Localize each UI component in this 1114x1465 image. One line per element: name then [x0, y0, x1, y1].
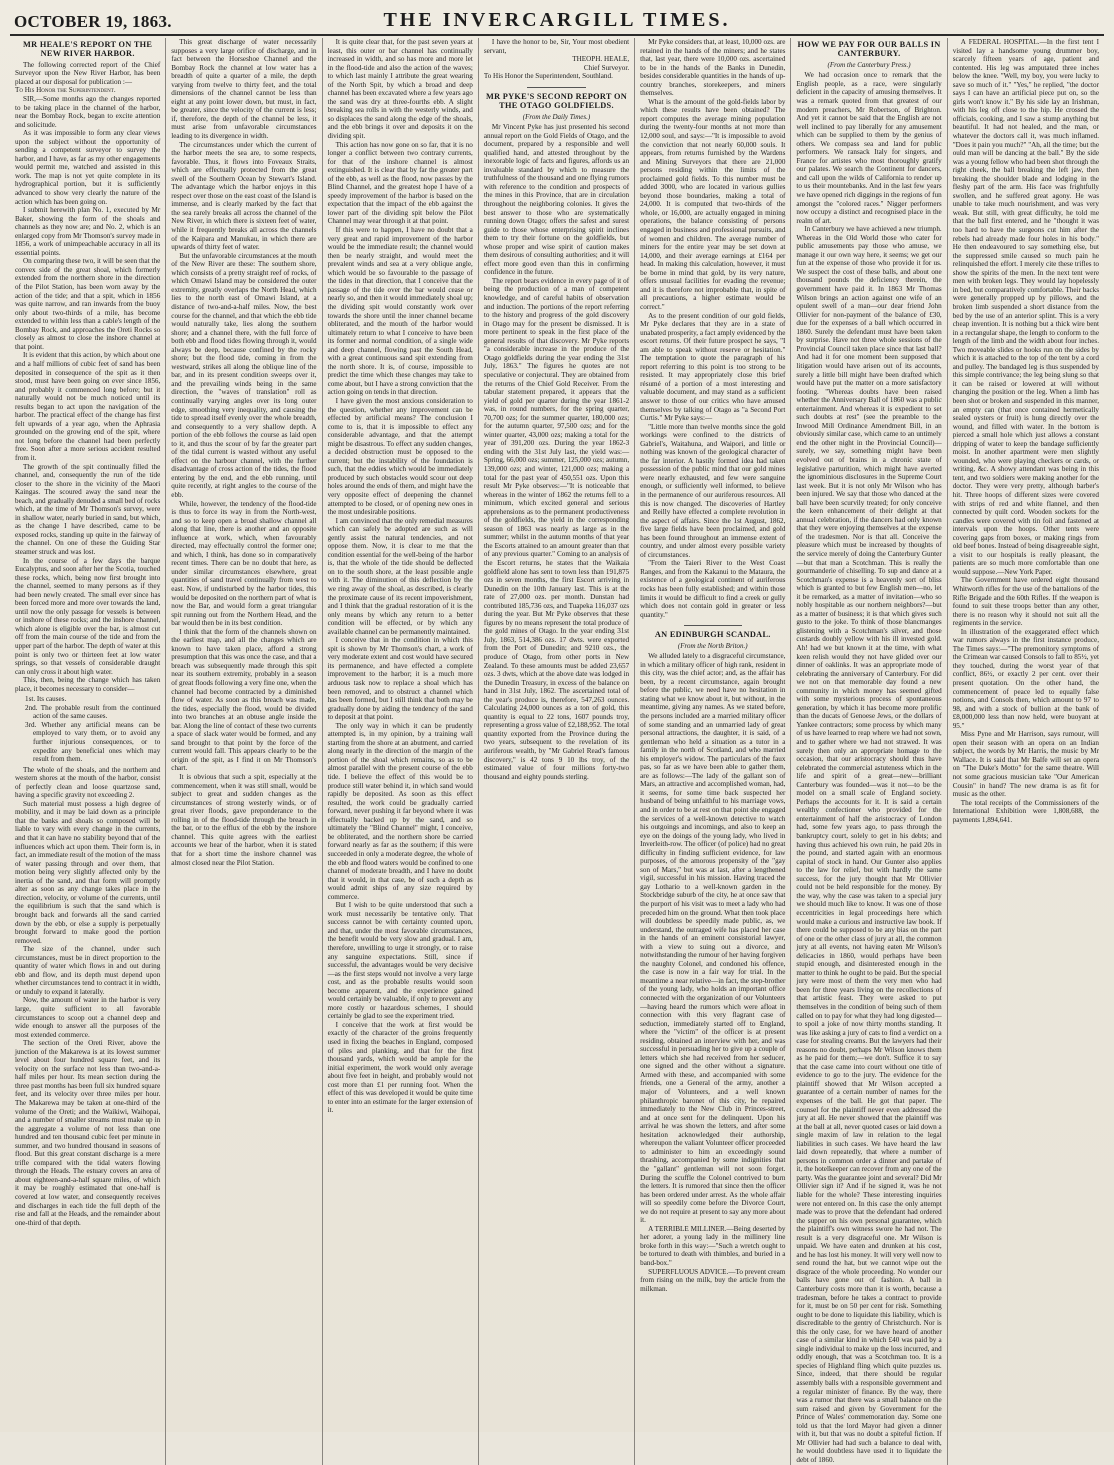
paragraph: As to the present condition of our gold fields, Mr Pyke declares that they are in a state of unabated prosperity, a fact amply evidenced by the escort returns. Of their future prospect he says, "I am able to speak without reserve or hesitation." The temptation to quote the paragraph of his report referring to this point is too strong to be resisted. It may appropriately close this brief résumé of a portion of a most interesting and valuable document, and may stand as a sufficient answer to those of our critics who have amused themselves by talking of Otago as "a Second Port Curtis." Mr Pyke says:—: [640, 311, 786, 423]
paragraph: In illustration of the exaggerated effect which war rumors always in the first instance produce, The Times says:—"The premonitory symptoms of the Crimean war caused Consols to fall to 85½, yet they touched, during the worst year of that conflict, 86½, or exactly 2 per cent. over their present quotation. On the other hand, the commencement of peace led to equally false notions, and Consols then, which amount to 97 to 98, and with a stock of bullion at the bank of £8,000,000 less than now held, were buoyant at 95.": [952, 627, 1099, 730]
issue-date: OCTOBER 19, 1863.: [14, 12, 172, 31]
paragraph: The following corrected report of the Chief Surveyor upon the New River Harbor, has been placed at our disposal for publication :—: [15, 60, 161, 86]
paragraph: "Little more than twelve months since the gold workings were confined to the districts of Gabriel's, Waitahuna, and Waipori, and little or nothing was known of the geological character of the far interior. A hastily formed idea had taken possession of the public mind that our gold mines were nearly exhausted, and few were sanguine enough, or sufficiently well informed, to believe in the permanence of our auriferous resources. All this is now changed. The discoveries of Hartley and Reilly have effected a complete revolution in the aspect of affairs. Since the 1st August, 1862, five large fields have been proclaimed, and gold has been found throughout an immense extent of country, and under almost every possible variety of circumstances.: [640, 422, 786, 559]
paragraph: I conceive that the work at first would be exactly of the character of the groins frequently used in fixing the beaches in England, composed of piles and planking, and that for the first thousand yards, which would be ample for the initial experiment, the work would only average about five feet in height, and probably would not cost more than £1 per running foot. When the effect of this was developed it would be quite time to enter into an estimate for the larger extension of it.: [327, 1020, 473, 1115]
paragraph: The Government have ordered eight thousand Whitworth rifles for the use of the battalions of the Rifle Brigade and the 60th Rifles. If the weapon is found to suit these troops better than any other, there is no reason why it should not suit all the regiments in the service.: [952, 576, 1099, 628]
paragraph: While, however, the tendency of the flood-tide is thus to force its way in from the North-west, and so to keep open a broad shallow channel all along that line, there is another and an opposite influence at work, which, when favourably directed, may effectually control the former one; and which, I think, has done so in comparatively recent times. There can be no doubt that here, as under similar circumstances elsewhere, great quantities of sand travel continually from west to east. Now, if undisturbed by the harbor tides, this would be deposited on the northern part of what is now the Bar, and would form a great triangular spit running out from the Northern Head, and the bar would then be in its best condition.: [171, 499, 317, 628]
column-5: [635, 38, 791, 1465]
paragraph: Mr Vincent Pyke has just presented his second annual report on the Gold Fields of Otago, and the document, prepared by a responsible and well qualified hand, and attested throughout by the inexorable logic of facts and figures, affords us an invaluable standard by which to measure the truthfulness of the thousand and one flying rumors with reference to the condition and prospects of the mines in this Province, that are in circulation throughout the neighboring colonies. It gives the best answer to those who are systematically running down Otago; offers the safest and surest guide to those whose enterprising spirit inclines them to try their fortune on the goldfields, but whose proper and wise spirit of caution makes them desirous of consulting authorities; and it will effect more good even than this in confirming confidence in the future.: [483, 123, 630, 277]
column-7: [948, 38, 1104, 1465]
recipient-line: To His Honor the Superintendent, Southland.: [483, 72, 613, 81]
paragraph: I have given the most anxious consideration to the question, whether any improvement can be effected by artificial means? The conclusion I come to is, that it is impossible to effect any considerable advantage, and that the attempt might be disastrous. To effect any sudden changes, a decided obstruction must be opposed to the current; but the instability of the foundation is such, that the eddies which would be immediately produced by such obstacles would scour out deep holes around the ends of them, and might have the very opposite effect of deepening the channel attempted to be closed, or of opening new ones in the most undesirable positions.: [327, 396, 473, 517]
paragraph: The growth of the spit continually filled the channel, and, consequently the run of the tide closer to the shore in the vicinity of the Maori Kaingas. The scoured away the sand near the beach, and gradually denuded a small bed of rocks which, at the time of Mr Thomson's survey, were in shallow water, nearly buried in sand, but which, as the change I have described, came to be exposed rocks, standing up quite in the fairway of the channel. On one of these the Guiding Star steamer struck and was lost.: [15, 462, 161, 556]
paragraph: It is obvious that such a spit, especially at the commencement, when it was still small, would be subject to great and sudden changes as the circumstances of strong westerly winds, or of great river floods, gave preponderance to the rolling in of the flood-tide through the breach in the bar, or to the efflux of the ebb by the inshore channel. This quite agrees with the earliest accounts we hear of the harbor, when it is stated that for a short time the inshore channel was almost closed near the Pilot Station.: [171, 773, 317, 867]
paragraph: This great discharge of water necessarily supposes a very large orifice of discharge, and in fact between the Horseshoe Channel and the Bombay Rock the channel at low water has a breadth of quite a quarter of a mile, the depth varying from twelve to thirty feet, and the total dimensions of the channel cannot be less than eight at any point lower down, but must, in fact, be greater, since the velocity of the current is less; if, therefore, the depth of the channel be less, it must arise from unfavorable circumstances leading to its divergence in width.: [171, 38, 317, 141]
article-source: (From the Daily Times.): [522, 112, 591, 121]
column-1: [10, 38, 166, 1465]
divider: [527, 87, 585, 88]
signature-title: Chief Surveyor.: [583, 63, 630, 72]
paragraph: Miss Pyne and Mr Harrison, says rumour, will open their season with an opera on an Indian subject, the words by Mr Harris, the music by Mr Wallace. It is said that Mr Balfe will set an opera on "The Duke's Motto" for the same theatre. Will not some gracious musician take "Our American Cousin" in hand? The new drama is as fit for music as the other.: [952, 730, 1099, 799]
list-item: 1st. Its causes.: [25, 695, 67, 704]
list-item: 3rd. Whether any artificial means can be employed to vary them, or to avoid any further injurious consequences, or to expedite any beneficial ones which may result from them.: [25, 720, 161, 764]
paragraph: A TERRIBLE MILLINER.—Being deserted by her adorer, a young lady in the millinery line broke forth in this way:—"Such a wretch ought to be tortured to death with thimbles, and buried in a band-box.": [640, 1224, 786, 1267]
paragraph: This, then, being the change which has taken place, it becomes necessary to consider—: [15, 676, 161, 693]
article-heading-scandal: AN EDINBURGH SCANDAL.: [654, 630, 771, 640]
column-3: [323, 38, 479, 1465]
article-heading-river-report: MR HEALE'S REPORT ON THE NEW RIVER HARBOR.: [23, 40, 153, 59]
paragraph: The only way in which it can be prudently attempted is, in my opinion, by a training wall starting from the shore at an abutment, and carried along nearly in the direction of the margin of the portion of the shoal which remains, so as to be almost parallel with the present course of the ebb tide. I believe the effect of this would be to produce still water behind it, in which sand would rapidly be deposited. As soon as this effect resulted, the work could be gradually carried forward, never pushing it far beyond where it was effectually backed up by the sand, and so ultimately the "Blind Channel" might, I conceive, be obliterated, and the northern shore be carried forward nearly as far as the southern; if this were succeeded in only a moderate degree, the whole of the ebb and flood waters would be confined to one channel of moderate breadth, and I have no doubt that it would, in that case, be of such a depth as would admit ships of any size required by commerce.: [327, 721, 473, 901]
paragraph: It is evident that this action, by which about one and a half millions of cubic feet of sand has been deposited in consequence of the spit as it then stood, must have been going on ever since 1856, and probably it commenced long before; but it naturally would not be much noticed until its results began to act upon the navigation of the harbor. The practical effect of the change has first felt upwards of a year ago, when the Aphrasia grounded on the growing end of the spit, where not long before the channel had been perfectly free. Soon after a more serious accident resulted from it.: [15, 351, 161, 462]
paragraph: In Canterbury we have achieved a new triumph. Whereas in the Old World those who cater for public amusements pay those who amuse, we manage it our own way here, it seems; we get our fun at the expense of those who provide it for us. We suspect the cost of these balls, and about one thousand pounds the deficiency therein, the government have paid it. In 1863 Mr Thomas Wilson brings an action against one wife of an opulent swell of a man—our dear friend John Ollivier for non-payment of the balance of £30, due for the expenses of a ball which occurred in 1860. Surely the defendant must have been taken by surprise. Have not three whole sessions of the Provincial Council taken place since that last ball? And had it for one moment been supposed that litigation would have arisen out of its accounts, surely a little bill might have been drafted which would have put the matter on a more satisfactory footing. "Whereas doubts have been raised whether the Anniversary Ball of 1860 was a public entertainment. And whereas it is expedient to set such doubts at rest" (see the preamble to the Inwood Mill Ordinance Amendment Bill, in an obviously similar case, which came to an untimely end the other night in the Provincial Council)—surely, we say, something might have been evolved out of brains in a chronic state of legislative parturition, which might have averted the ignominious disclosures in the Supreme Court last week. But it is not only Mr Wilson who has been injured. We say that those who danced at the ball have been scurvily treated; for only conceive the keen enhancement of their delight at that annual celebration, if the dancers had only known that they were enjoying themselves at the expense of the tradesmen. Nor is that all. Conceive the pleasure which must be increased by thoughts of the service merely of doing the Canterbury Gunter—but that man a Scotchman. This is really the gourmanderie of chiselling. To sup and dance at a Scotchman's expense is a heavenly sort of bliss which is granted to but few English men—no, let it be remarked, as a matter of invitation—who so nobly hospitable as our northern neighbors?—but as a matter of business; it is that which gives such gusto to the joke. To think of those blancmanges glistening with a Scotchman's silver, and those custards doubly yellow with his ill invested gold. Ah! had we but known it at the time, with what keen relish would they not have glided over our dinner of oaklinks. It was an appropriate mode of celebrating the anniversary of Canterbury. For did we not on that memorable day found a new community in which money has seemed gifted with some mysterious process of spontaneous generation, by which it has become more prolific than the ducats of Genoese Jews, or the dollars of Yankee contractors; some process by which many of us have learned to reap where we had not sown, and to gather where we had not strawed. It was surely then only an appropriate homage to the occasion, that our aristocracy should thus have celebrated the commercial astuteness which in the life and spirit of a great—new—brilliant Canterbury was founded—was it not—to be the model on a small scale of England society. Perhaps the accounts for it. It is said a certain wealthy confectioner who provided for the entertainment of half the aristocracy of London had, some few years ago, to pass through the bankruptcy court, solely to get in his debts; and having thus achieved his own ruin, he paid 20s in the pound, and started again with an enormous capital of stock in hand. Our Gunter also applies to the law for relief, but with hardly the same success, for the jury thought that Mr Ollivier could not be held responsible for the money. By the way, why the case was taken to a special jury we should much like to know. It was one of those eccentricities in legal proceedings here which would make a curious and instructive law book. If there could be supposed to be any bias on the part of one or the other class of jury at all, the common jury at all events, not having eaten Mr Wilson's delicacies in 1860, would perhaps have been stupid enough, and disinterested enough in the matter to think he ought to be paid. But the special jury were most of them the very men who had been for three years living on the recollections of that artistic feast. They were asked to put themselves in the condition of being such of them called on to pay for what they had long digested—to spoil a joke of now thirty months standing. It was like asking a jury of cats to find a verdict on a case for stealing creams. But the lawyers had their reasons no doubt, perhaps Mr Wilson knows them as he paid for them;—we don't. Suffice it to say that the case came into court without one title of evidence to go to the jury. The evidence for the plaintiff showed that Mr Wilson accepted a guarantee of a certain number of names for the expenses of the ball. He got that paper. The counsel for the plaintiff never even addressed the jury at all. He never showed that the plaintiff was at the ball at all, never quoted cases or laid down a single maxim of law in relation to the legal liabilities in such cases. We have heard the law laid down repeatedly, that where a number of persons in common order a dinner and partake of it, the hotelkeeper can recover from any one of the party. Was the guarantee joint and several? Did Mr Ollivier sign it? And if he signed it, was he not liable for the whole? These interesting inquiries were not entered on. In this case the only attempt made was to prove that the defendant had ordered the supper on his own personal guarantee, which the plaintiff's own witness swore he had not. The result is a very disgraceful one. Mr Wilson is unpaid. We have eaten and drunken at his cost, and he has lost his money. It will very well now to send round the hat, but we cannot wipe out the disgrace of the whole proceeding. No wonder our balls have gone out of fashion. A ball in Canterbury costs more than it is worth, because a tradesman, before he takes a contract to provide for it, must be on 50 per cent for risk. Something ought to be done to liquidate this liability, which is discreditable to the gentry of Christchurch. Nor is this the only case, for we have heard of another case of a similar kind in which £40 was paid by a single individual to make up the loss incurred, and oddly enough, that was a Scotchman too. It is a species of Highland fling which quite puzzles us. Since, indeed, that there should be regular assembly balls with a responsible government and a regular minister of finance. By the way, there was a rumor that there was a small balance on the sum raised and given by Government for the Prince of Wales' commemoration day. Some one told us that the lord Mayor had given a dinner with it, but that was no doubt a spiteful fiction. If Mr Ollivier had had such a balance to deal with, he would doubtless have used it to liquidate the debt of 1860.: [796, 225, 942, 1464]
paragraph: What is the amount of the gold-fields labor by which these results have been obtained? The report computes the average mining population during the twenty-four months at not more than 12,000 soul, and says:—"It is impossible to avoid the conviction that not nearly 60,000 souls. It appears, from returns furnished by the Wardens and Mining Surveyors that there are 21,000 persons residing within the limits of the proclaimed gold fields. To this number must be added 3000, who are located in various gullies beyond those boundaries, making a total of 24,000. It is computed that two-thirds of the whole, or 16,000, are actually engaged in mining operations, the balance consisting of persons engaged in business and professional pursuits, and of women and children. The average number of miners for the entire year may be set down at 14,000, and their average earnings at £164 per head. In making this calculation, however, it must be borne in mind that gold, by its very nature, offers unusual facilities for evading the revenue; and it is therefore not improbable that, in spite of all precautions, a higher estimate would be correct.": [640, 97, 786, 311]
paragraph: We had occasion once to remark that the English people, as a race, were singularly deficient in the capacity of amusing themselves. It was a remark quoted from that greatest of our modern preachers, Mr Robertson, of Brighton. And yet it cannot be said that the English are not well inclined to pay liberally for any amusement which can be supplied to them by the genius of others. We compass sea and land for public performers. We ransack Italy for singers, and France for artistes who most thoroughly gratify our palates. We search the Continent for dancers, and call upon the wilds of California to render up to us their mountebanks. And in the last few years we have opened rich diggings in the regions of fun amongst the "colored races." Nigger performers now occupy a distinct and recognised place in the realm of art.: [796, 71, 942, 225]
paragraph: "From the Taieri River to the West Coast Ranges, and from the Kakanui to the Mataura, the existence of a geological continent of auriferous rocks has been fully established; and within those limits it would be difficult to find a creek or gully which does not contain gold in greater or less quantity.": [640, 559, 786, 619]
paragraph: I think that the form of the channels shown on the earliest map, and all the changes which are known to have taken place, afford a strong presumption that this was once the case, and that a breach was subsequently made through this spit near its southern extremity, probably in a season of great floods following a very fine one, when the channel had become contracted by a diminished flow of water. As soon as this breach was made, the tides, especially the flood, would be divided into two branches at an obtuse angle inside the bar. Along the line of contact of these two currents a space of slack water would be formed, and any sand brought to that point by the force of the current would fall. This appears clearly to be the origin of the spit, as I find it on Mr Thomson's chart.: [171, 627, 317, 773]
address-line: To His Honor the Superintendent.: [15, 86, 116, 95]
paragraph: I have the honor to be, Sir, Your most obedient servant,: [483, 38, 630, 55]
article-columns: [10, 38, 1104, 1464]
paragraph: SIR,—Some months ago the changes reported to be taking place in the channel of the harbor, near the Bombay Rock, began to excite attention and solicitude.: [15, 95, 161, 129]
paragraph: I submit herewith plan No. 1, executed by Mr Baker, showing the form of the shoals and channels as they now are; and No. 2, which is an enlarged copy from Mr Thomson's survey made in 1856, a work of unimpeachable accuracy in all its essential points.: [15, 206, 161, 257]
article-heading-pyke: MR PYKE'S SECOND REPORT ON THE OTAGO GOLDFIELDS.: [485, 91, 628, 111]
paragraph: The report bears evidence in every page of it of being the production of a man of competent knowledge, and of careful habits of observation and induction. The portions of the report referring to the history and progress of the gold discovery in Otago may for the present be dismissed. It is more pertinent to speak in the first place of the general results of that discovery. Mr Pyke reports "a considerable increase in the produce of the Otago goldfields during the year ending the 31st July, 1863." The figures he quotes are not speculative or conjectural. They are obtained from the returns of the Chief Gold Receiver. From the tabular statement prepared, it appears that the yield of gold per quarter during the year 1861-2 was, in round numbers, for the spring quarter, 70,700 ozs; for the summer quarter, 180,000 ozs; for the autumn quarter, 97,500 ozs; and for the winter quarter, 43,000 ozs; making a total for the year of 391,200 ozs. During the year 1862-3 ending with the 31st July last, the yield was:—Spring, 66,000 ozs; summer, 125,000 ozs; autumn, 139,000 ozs; and winter, 121,000 ozs; making a total for the past year of 450,551 ozs. Upon this result Mr Pyke observes:—"It is noticeable that whereas in the winter of 1862 the returns fell to a minimum, which excited general and serious apprehensions as to the permanent productiveness of the goldfields, the yield in the corresponding season of 1863 was nearly as large as in the summer; whilst in the autumn months of that year the Escorts attained to an amount greater than that of any previous quarter." Coming to an analysis of the Escort returns, he states that the Waikaia goldfield alone has sent to town less than 191,875 ozs in seven months, the first Escort arriving in Dunedin on the 10th January last. This is at the rate of 27,000 ozs. per month. Dunstan had contributed 185,736 ozs, and Tuapeka 116,037 ozs during the year. But Mr Pyke observes that these figures by no means represent the total produce of the gold mines of Otago. In the year ending 31st July, 1863, 514,386 ozs. 17 dwts. were exported from the Port of Dunedin; and 9210 ozs., the produce of Otago, from other ports in New Zealand. To these amounts must be added 23,657 ozs. 3 dwts, which at the above date was lodged in the Dunedin Treasury, in excess of the balance on hand in 31st July, 1862. The ascertained total of the year's produce is, therefore, 547,263 ounces. Calculating 24,000 ounces as a ton of gold, this quantity is equal to 22 tons, 1607 pounds troy, representing a gross value of £2,188,952. The total quantity exported from the Province during the two years, subsequent to the revelation of its auriferous wealth, by "Mr Gabriel Read's famous discovery," is 42 tons 9 10 lbs troy, of the estimated value of four millions forty-two thousand and eighty pounds sterling.: [483, 276, 630, 781]
signature: THEOPH. HEALE,: [572, 55, 630, 64]
paragraph: Now, the amount of water in the harbor is very large, quite sufficient to all favorable circumstances to scoop out a channel deep and wide enough to answer all the purposes of the most extended commerce.: [15, 996, 161, 1039]
paragraph: If this were to happen, I have no doubt that a very great and rapid improvement of the harbor would be the immediate result; the channel would then be nearly straight, and would meet the prevalent winds and sea at a very oblique angle, which would be so favourable to the passage of the tides in that direction, that I conceive that the passage of the tide over the bar would cease or nearly so, and then it would immediately shoal up; the dividing spit would constantly work over towards the shore until the inner channel became obliterated, and the mouth of the harbor would ultimately return to what I conceive to have been its former and normal condition, of a single wide and deep channel, flowing past the South Head, with a great continuous sand spit extending from the north shore. It is, of course, impossible to predict the time which these changes may take to come about, but I have a strong conviction that the action going on tends in that direction.: [327, 226, 473, 397]
paragraph: In the course of a few days the barque Eucalyptus, and soon after her the Scotia, touched these rocks, which, being now first brought into the channel, seemed to many persons as if they had been newly created. The small ever since has been forced more and more over towards the land, until now the only passage for vessels is between or inshore of these rocks; and the inshore channel, which alone is eligible over the bar, is almost cut off from the main course of the tide and from the upper part of the harbor. The depth of water at this point is only two or thirteen feet at low water springs, so that vessels of considerable draught can only cross it about high water.: [15, 556, 161, 676]
paragraph: This action has now gone on so far, that it is no longer a conflict between two contrary currents, for that of the inshore channel is almost extinguished. It is clear that by far the greater part of the ebb, as well as the flood, now passes by the Blind Channel, and the greatest hope I have of a speedy improvement of the harbor is based on the expectation that the impact of the ebb against the lower part of the dividing spit below the Pilot Channel may wear through it at that point.: [327, 140, 473, 226]
paragraph: We alluded lately to a disgraceful circumstance, in which a military officer of high rank, resident in this city, was the chief actor; and, as the affair has been, by a recent circumstance, again brought before the public, we need have no hesitation in stating what we know about it, but without, in the meantime, giving any names. As we stated before, the persons included are a married military officer of some standing and an unmarried lady of great personal attractions, the daughter, it is said, of a gentleman who held a situation as a tutor in a family in the north of Scotland, and who married his employer's widow. The particulars of the faux pas, so far as we have been able to gather them, are as follows:—The lady of the gallant son of Mars, an attractive and accomplished woman, had, it seems, for some time back suspected her husband of being unfaithful to his marriage vows, and in order to be at rest on that point she engaged the services of a well-known detective to watch his outgoings and incomings, and also to keep an eye on the doings of the young lady, who lived in Inverleith-row. The officer (of police) had no great difficulty in finding sufficient evidence, for law purposes, of the amorous propensity of the "gay son of Mars," but was at last, after a lengthened vigil, successful in his mission. Having traced the gay Lothario to a well-known garden in the Stockbridge suburb of the city, he at once saw that the purport of his visit was to meet a lady who had preceded him on the ground. What then took place will doubtless be speedily made public, as, we understand, the outraged wife has placed her case in the hands of an eminent consistorial lawyer, with a view to suing out a divorce, and notwithstanding the rumour of her having forgiven the naughty Colonel, and condoned his offence, the case is now in a fair way for trial. In the meantime a near relative—in fact, the step-brother of the young lady, who holds an important office connected with the organization of our Volunteers—having heard the rumors which were afloat in connection with this very flagrant case of seduction, immediately started off to England, where the "victim" of the officer is at present residing, obtained an interview with her, and was successful in persuading her to give up a couple of letters which she had received from her seducer, one signed and the other without a signature. Armed with these, and accompanied with some friends, one a General of the army, another a major of Volunteers, and a well known philanthropic baronet of this city, he repaired immediately to the New Club in Princes-street, and at once sent for the delinquent. Upon his arrival he was shown the letters, and after some hesitation acknowledged their authorship, whereupon the valiant Volunteer officer proceeded to administer to him an exceedingly sound thrashing, accompanied by some indignities that the "gallant" gentleman will not soon forget. During the scuffle the Colonel contrived to burn the letters. It is rumored that since then the officer has been ordered under arrest. As the whole affair will so speedily come before the Divorce Court, we do not require at present to say any more about it.: [640, 652, 786, 1225]
paragraph: A FEDERAL HOSPITAL.—In the first tent I visited lay a handsome young drummer boy, scarcely fifteen years of age, patient and contented. His leg was amputated three inches below the knee. "Well, my boy, you were lucky to save so much of it." "Yes," he replied, "the doctor says I can have an artificial piece put on, so the girls won't know it." By his side lay an Irishman, with his leg off close to the hip. He crossed the officials, cooking, and I saw a stump anything but beautiful. It had not healed, and the man, or whatever the doctors call it, was much inflamed. "Does it pain you much?" "Ah, all the time; but the ould man will be dancing at the ball." By the side was a young fellow who had been shot through the right cheek, the ball breaking the left jaw, then breaking the shoulder blade and lodging in the fleshy part of the arm. His face was frightfully swollen, and he suffered great agony. He was unable to take much nourishment, and was very weak. But still, with great difficulty, he told me that the ball first entered, and he "thought it was too hard to have the surgeons cut him after the rebels had already made four holes in his body." He then endeavoured to say something else, but the suppressed smile caused so much pain he relinquished the effort. I merely cite these trifles to show the spirits of the men. In the next tent were men with broken legs. They would lay hopelessly in bed, but comparatively comfortable. Their backs were generally propped up by pillows, and the broken limb suspended a short distance from the bed by the use of an anterior splint. This is a very cheap invention. It is nothing but a thick wire bent in a rectangular shape, the length to conform to the length of the limb and the width about four inches. Two moveable slides or hooks run on the sides by which it is attached to the top of the tent by a cord and pulley. The bandaged leg is thus suspended by this simple contrivance; the leg being slung so that it can be raised or lowered at will without changing the position or the leg. When a limb has been shot or broken and suspended in this manner, an empty can (that once contained hermetically sealed oysters or fruit) is hung directly over the wound, and filled with water. In the bottom is pierced a small hole which just allows a constant dripping of water to keep the bandage sufficiently moist. In another apartment were men slightly wounded, who were playing checkers or cards, or writing, &c. A showy attendant was being in this tent, and two soldiers were making another for the doctor. They were very pretty, although barber's hit. Three hoops of different sizes were covered with strips of red and white flannel, and then connected by quilt cord. Wooden sockets for the candles were covered with tin foil and fastened at intervals upon the hoops. Other tents were covering gaps from boxes, or making rings from old beef bones. Instead of being disagreeable sight, a visit to our hospitals is really pleasant, the patients are so much more comfortable than one would suppose.—New York Paper.: [952, 38, 1099, 576]
column-6: [791, 38, 947, 1465]
paragraph: The total receipts of the Commissioners of the International Exhibition were 1,808,688, the payments 1,894,641.: [952, 798, 1099, 824]
paragraph: I conceive that in the condition in which this spit is shown by Mr Thomson's chart, a work of very moderate extent and cost would have secured its permanence, and have effected a complete improvement to the harbor; it is a much more arduous task now to replace a shoal which has been removed, and to obstruct a channel which has been formed, but I still think that both may be gradually done by aiding the tendency of the sand to deposit at that point.: [327, 636, 473, 722]
paragraph: But the unfavorable circumstances at the mouth of the New River are these: The southern shore, which consists of a pretty straight reef of rocks, of which Omawi Island may be considered the outer extremity, greatly overlaps the North Head, which lies to the north east of Omawi Island, at a distance of two-and-a-half miles. Now, the best course for the channel, and that which the ebb tide would naturally take, lies along the southern shore; and a channel there, with the full force of both ebb and flood tides flowing through it, would always be deep, because confined by the rocky shore; but the flood tide, coming in from the westward, strikes all along the oblique line of the bar, and in its present condition sweeps over it, and the prevailing winds being in the same direction, the "waves of translation" roll as continually varying angles over its long outer edge, smoothing very inequality, and causing the tide to spread itself evenly over the whole breadth, and consequently to a very shallow depth. A portion of the ebb follows the course as laid open to it, and thus the scour of by far the greater part of the tidal current is wasted without any useful effect on the harbour channel, with the further disadvantage of cross action of the tides, the flood entering by the end, and the ebb running, until quite recently, at right angles to the course of the ebb.: [171, 251, 317, 499]
paragraph: SUPERFLUOUS ADVICE.—To prevent cream from rising on the milk, buy the article from the milkman.: [640, 1267, 786, 1293]
article-heading-balls: HOW WE PAY FOR OUR BALLS IN CANTERBURY.: [797, 40, 941, 59]
column-2: [166, 38, 322, 1465]
article-source: (From the Canterbury Press.): [827, 60, 911, 69]
paragraph: On comparing these two, it will be seen that the convex side of the great shoal, which formerly extended from the northern shore in the direction of the Pilot Station, has been worn away by the action of the tide; and that a spit, which in 1856 was quite narrow, and ran inwards from the buoy only about two-thirds of a mile, has become extended to within less than a cable's length of the Bombay Rock, and approaches the Oreti Rocks so closely as almost to close the inshore channel at that point.: [15, 257, 161, 351]
paragraph: The section of the Oreti River, above the junction of the Makarewa is at its lowest summer level about four hundred square feet, and its velocity on the surface not less than two-and-a-half miles per hour. Its mean section during the three past months has been full six hundred square feet, and its velocity over three miles per hour. The Makarewa may be taken at one-third of the volume of the Oreti; and the Waikiwi, Waihopai, and a number of smaller streams must make up in the aggregate a volume of not less than one hundred and ten thousand cubic feet per minute in summer, and two hundred thousand in seasons of flood. But this great constant discharge is a mere trifle compared with the tidal waters flowing through the Heads. The estuary covers an area of about eighteen-and-a-half square miles, of which it may be roughly estimated that one-half is covered at low water, and consequently receives and discharges in each tide the full depth of the rise and fall at the Heads, and the remainder about one-third of that depth.: [15, 1039, 161, 1227]
list-item: 2nd. The probable result from the continued action of the same causes.: [25, 703, 161, 721]
masthead: [10, 6, 1104, 36]
column-4: [479, 38, 635, 1465]
paragraph: Such material must possess a high degree of mobility, and it may be laid down as a principle that the banks and shoals so composed will be liable to vary with every change in the currents, and that it can have no stability beyond that of the influences which act upon them. Their form is, in fact, an immediate result of the motion of the mass of water passing through and over them, that motion being very slightly affected only by the inertia of the sand, and that form will promptly alter as soon as any change takes place in the direction, velocity, or volume of the currents, until the equilibrium is such that the sand which is brought back and forwards all the sand carried down by the ebb, or else a supply is perpetually brought forward to make good the portion removed.: [15, 799, 161, 945]
paragraph: Mr Pyke considers that, at least, 10,000 ozs. are retained in the hands of the miners; and he states that, last year, there were 10,000 ozs. ascertained to be in the hands of the Banks in Dunedin, besides considerable quantities in the hands of up-country branches, storekeepers, and miners themselves.: [640, 38, 786, 98]
considerations-list: [25, 695, 160, 763]
paragraph: As it was impossible to form any clear views upon the subject without the opportunity of sending a competent surveyor to survey the harbor, and I have, as far as my other engagements would permit me, watched and assisted in this work. The map is not yet quite complete in its hydrographical portion, but it is sufficiently advanced to show very clearly the nature of the action which has been going on.: [15, 129, 161, 206]
paragraph: The whole of the shoals, and the northern and western shores at the mouth of the harbor, consist of perfectly clean and loose quartzose sand, having a specific gravity not exceeding 2.: [15, 765, 161, 800]
paragraph: The circumstances under which the current of the harbor meets the sea are, to some respects, favorable. Thus, it flows into Foveaux Straits, which are effectually protected from the great swell of the Southern Ocean by Stewart's Island. The advantage which the harbor enjoys in this respect over those on the east coast of the Island is immense, and is clearly marked by the fact that the sea rarely breaks all across the channel of the New River, in which there is sixteen feet of water, while it frequently breaks all across the channels of the Kaipara and Manukau, in which there are upwards of thirty feet of water.: [171, 140, 317, 252]
paragraph: It is quite clear that, for the past seven years at least, this outer or bar channel has continually increased in width, and so has more and more let in the flood-tide and also the action of the waves; to which last mainly I attribute the great wearing of the North Spit, by which a broad and deep channel has been excavated where a few years ago the sand was dry at three-fourths ebb. A slight breaking sea rolls in with the westerly winds, and so displaces the sand along the edge of the shoals, and the ebb brings it over and deposits it on the dividing spit.: [327, 38, 473, 141]
newspaper-title: THE INVERCARGILL TIMES.: [383, 9, 731, 31]
paragraph: The size of the channel, under such circumstances, must be in direct proportion to the quantity of water which flows in and out during ebb and flow, and its depth must depend upon whether circumstances tend to contract it in width, or unduly to expand it laterally.: [15, 945, 161, 996]
paragraph: I am convinced that the only remedial measures which can safely be adopted are such as will gently assist the natural tendencies, and not oppose them. Now, it is clear to me that the condition essential for the well-being of the harbor is, that the whole of the tide should be deflected on to the south shore, at the least possible angle with it. The diminution of this deflection by the we ring away of the shoal, as described, is clearly the proximate cause of its recent impoverishment, and I think that the gradual restoration of it is the only means by which any return to a better condition will be effected, or by which any available channel can be permanently maintained.: [327, 516, 473, 636]
paragraph: But I wish to be quite understood that such a work must necessarily be tentative only. That success cannot be with certainty counted upon, and that, under the most favorable circumstances, the benefit would be very slow and gradual. I am, therefore, unwilling to urge it strongly, or to raise any sanguine expectations. Still, since if successful, the advantages would be very decisive—as the first steps would not involve a very large cost, and as the probable results would soon become apparent, and the experience gained would certainly be valuable, if only to prevent any more costly or hazardous schemes, I should certainly be glad to see the experiment tried.: [327, 901, 473, 1021]
article-source: (From the North Briton.): [677, 641, 748, 650]
divider: [684, 625, 742, 626]
